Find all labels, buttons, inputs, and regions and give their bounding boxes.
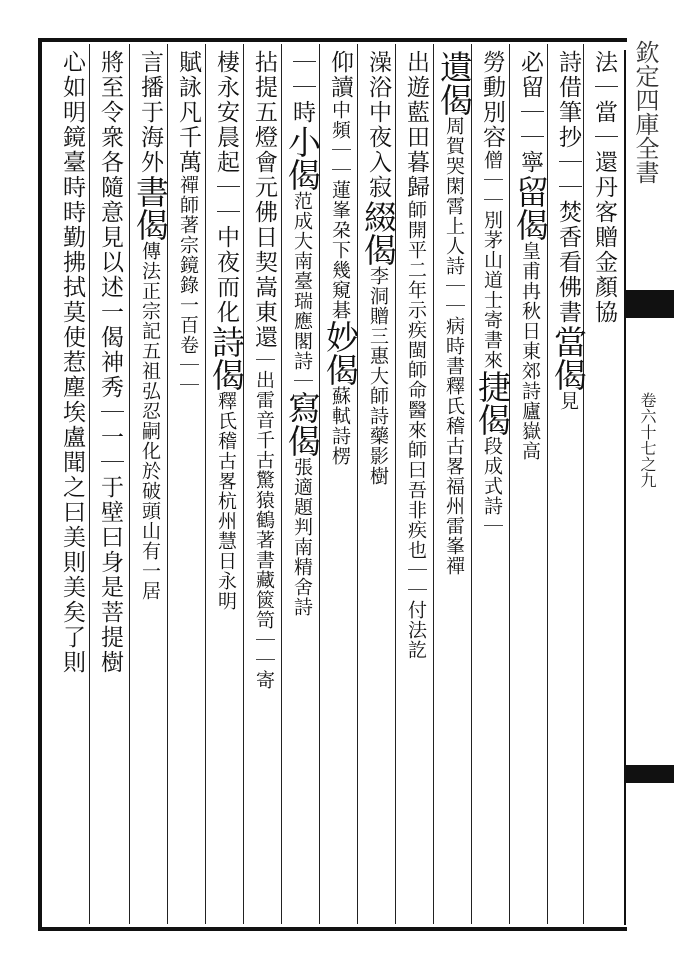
- heading-term: 書偈: [131, 175, 170, 241]
- text-column: [95, 50, 124, 675]
- text-column: [473, 50, 512, 536]
- annotation-text: 段成式詩｜: [481, 436, 503, 536]
- text-column: [207, 50, 246, 611]
- body-text: 勞動別容: [479, 50, 505, 150]
- column-rule: [509, 44, 510, 924]
- text-column: [131, 50, 170, 601]
- text-column: [589, 50, 618, 325]
- body-text: 心如明鏡臺時時勤拂拭莫使惹塵埃盧聞之曰美則美矣了則: [59, 50, 85, 675]
- body-text: 將至令衆各隨意見以述一偈神秀｜一｜于壁曰身是菩提樹: [97, 50, 123, 675]
- column-rule: [471, 44, 472, 924]
- column-rule: [583, 44, 584, 924]
- annotation-text: 李洞贈三惠大師詩藥影樹: [367, 266, 389, 486]
- volume-label: 卷六十七之九: [638, 392, 657, 488]
- column-rule: [281, 44, 282, 924]
- annotation-text: 僧｜｜別茅山道士寄書來: [481, 150, 503, 370]
- text-column: [359, 50, 398, 486]
- heading-term: 寫偈: [283, 391, 322, 457]
- body-text: 澡浴中夜入寂: [365, 50, 391, 200]
- text-column: [321, 50, 360, 466]
- heading-term: 捷偈: [473, 370, 512, 436]
- text-column: [511, 50, 550, 461]
- body-text: 出遊藍田暮歸: [403, 50, 429, 200]
- column-rule: [243, 44, 244, 924]
- text-column: [549, 50, 588, 411]
- annotation-text: 禪師著宗鏡錄一百卷｜｜: [177, 175, 199, 395]
- text-column: [173, 50, 202, 395]
- heading-term: 妙偈: [321, 320, 360, 386]
- text-column: [249, 50, 278, 690]
- annotation-text: 師開平二年示疾閩師命醫來師曰吾非疾也｜｜付法訖: [405, 200, 427, 660]
- column-rule: [357, 44, 358, 924]
- column-rule: [205, 44, 206, 924]
- annotation-text: 釋氏稽古畧杭州慧日永明: [215, 391, 237, 611]
- column-rule: [433, 44, 434, 924]
- column-rule: [89, 44, 90, 924]
- body-text: 賦詠凡千萬: [175, 50, 201, 175]
- body-text: 仰讀: [327, 50, 353, 100]
- fold-mark-lower: [626, 765, 674, 783]
- column-rule: [129, 44, 130, 924]
- text-column: [435, 50, 474, 576]
- body-text: ｜｜時: [289, 50, 315, 125]
- text-column: [283, 50, 322, 617]
- annotation-text: 見: [557, 391, 579, 411]
- margin-title: 欽定四庫全書: [631, 40, 659, 184]
- body-text: 言播于海外: [137, 50, 163, 175]
- body-text: 必留｜｜寧: [517, 50, 543, 175]
- annotation-text: 范成大南臺瑞應閣詩｜: [291, 191, 313, 391]
- heading-term: 當偈: [549, 325, 588, 391]
- heading-term: 留偈: [511, 175, 550, 241]
- annotation-text: ｜出雷音千古驚猿鶴: [253, 350, 275, 530]
- body-text: 法｜當｜還丹客贈金顏協: [591, 50, 617, 325]
- heading-term: 詩偈: [207, 325, 246, 391]
- right-border: [624, 50, 626, 925]
- annotation-text: 中頻｜｜蓮峯朶下幾窺碁: [329, 100, 351, 320]
- body-text: 拈提五燈會元佛日契嵩東還: [251, 50, 277, 350]
- body-text: 詩借筆抄｜｜焚香看佛書: [555, 50, 581, 325]
- heading-term: 小偈: [283, 125, 322, 191]
- heading-term: 綴偈: [359, 200, 398, 266]
- annotation-text: 傳法正宗記五祖弘忍嗣化於破頭山有一居: [139, 241, 161, 601]
- annotation-text: 蘇軾詩楞: [329, 386, 351, 466]
- text-column: [401, 50, 430, 660]
- annotation-text: 著書藏篋笥｜｜寄: [253, 530, 275, 690]
- body-text: 棲永安晨起｜｜中夜而化: [213, 50, 239, 325]
- annotation-text: 周賀哭閑霄上人詩｜｜病時書釋氏稽古畧福州雷峯禪: [443, 116, 465, 576]
- fold-mark: [626, 290, 674, 318]
- heading-term: 遺偈: [435, 50, 474, 116]
- text-column: [57, 50, 86, 675]
- column-rule: [395, 44, 396, 924]
- annotation-text: 皇甫冉秋日東郊詩廬嶽高: [519, 241, 541, 461]
- annotation-text: 張適題判南精舍詩: [291, 457, 313, 617]
